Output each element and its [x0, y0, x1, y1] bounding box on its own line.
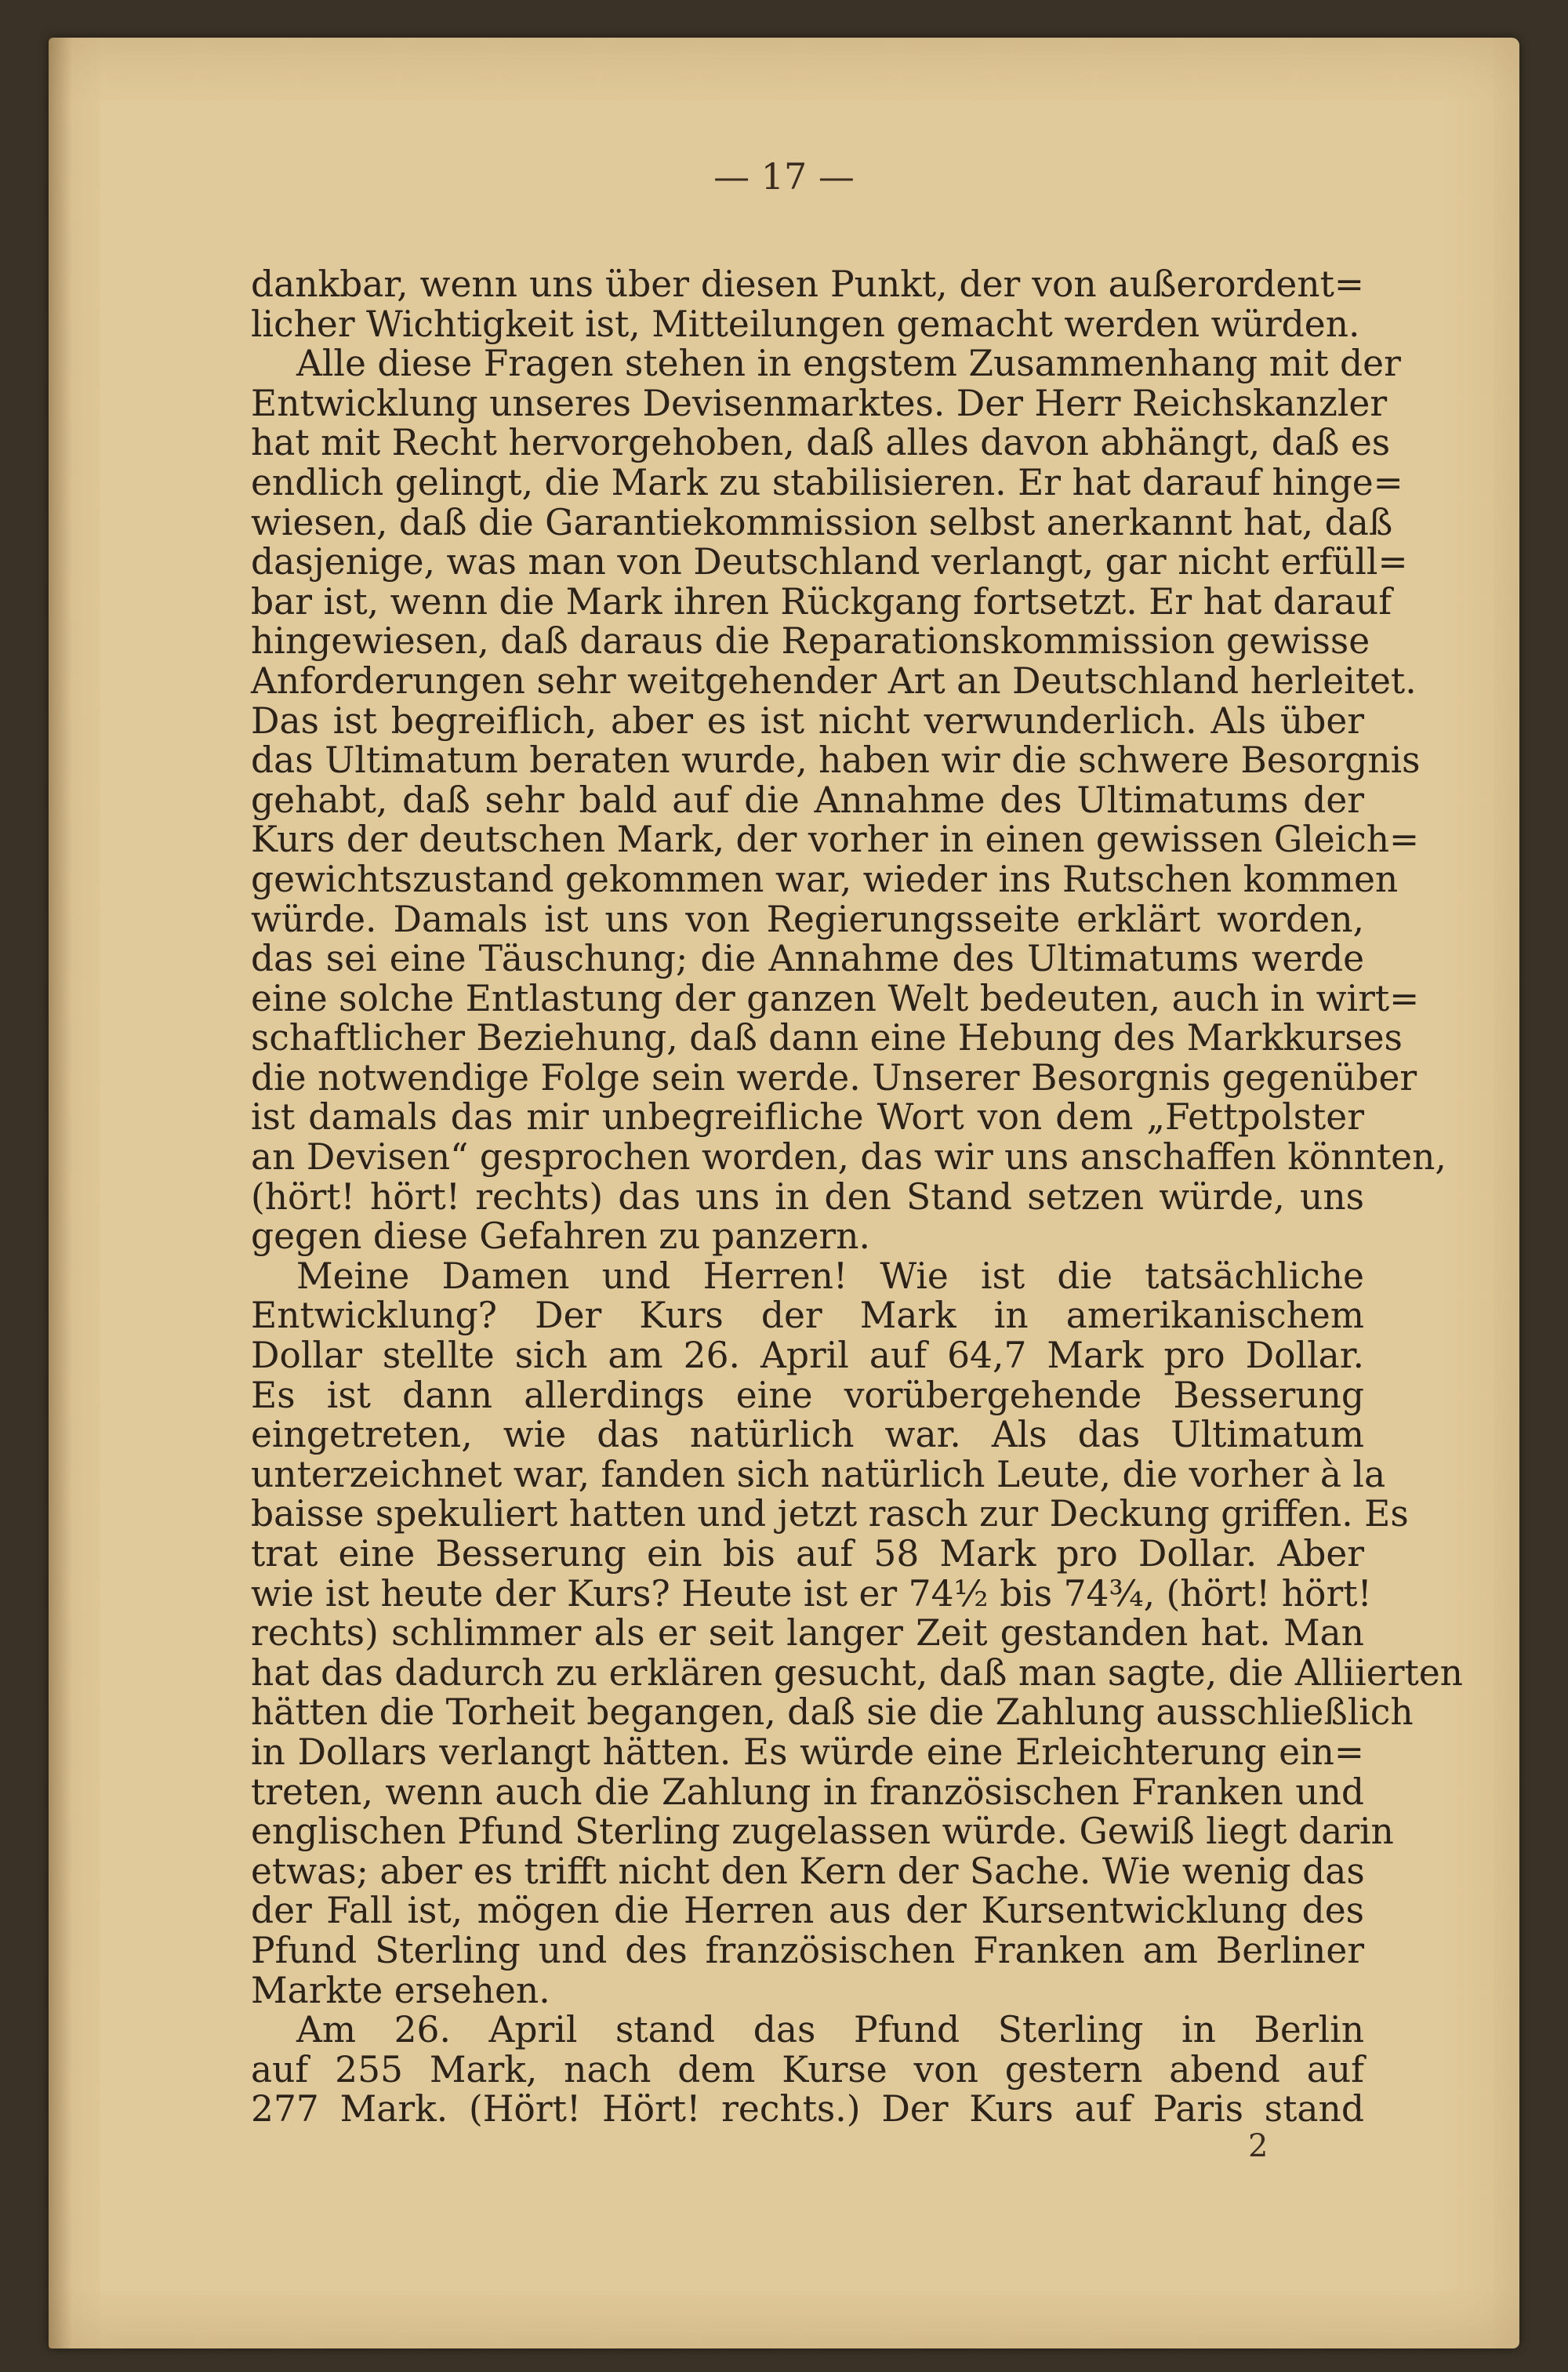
paragraph-2 [251, 343, 1446, 1258]
paragraph-1 [251, 265, 1364, 344]
text-line: Markte ersehen. [251, 1969, 550, 2011]
text-line: würde. Damals ist uns von Regierungsseite erklärt worden, [251, 898, 1364, 940]
text-line: Kurs der deutschen Mark, der vorher in einen gewissen Gleich= [251, 819, 1420, 861]
text-line: englischen Pfund Sterling zugelassen würde. Gewiß liegt darin [251, 1811, 1394, 1853]
text-line: Entwicklung? Der Kurs der Mark in amerikanischem [251, 1295, 1364, 1337]
text-line: 277 Mark. (Hört! Hört! rechts.) Der Kurs auf Paris stand [251, 2088, 1364, 2130]
paragraph-4 [251, 2011, 1364, 2130]
text-line: licher Wichtigkeit ist, Mitteilungen gemacht werden würden. [251, 303, 1360, 345]
text-line: (hört! hört! rechts) das uns in den Stand setzen würde, uns [251, 1175, 1364, 1218]
text-line: eine solche Entlastung der ganzen Welt bedeuten, auch in wirt= [251, 977, 1420, 1019]
text-line: das Ultimatum beraten wurde, haben wir die schwere Besorgnis [251, 739, 1421, 782]
text-line: treten, wenn auch die Zahlung in französischen Franken und [251, 1771, 1364, 1813]
text-line: schaftlicher Beziehung, daß dann eine Hebung des Markkurses [251, 1017, 1403, 1059]
text-line: hat das dadurch zu erklären gesucht, daß man sagte, die Alliierten [251, 1651, 1463, 1694]
text-line: rechts) schlimmer als er seit langer Zeit gestanden hat. Man [251, 1612, 1364, 1655]
text-line: unterzeichnet war, fanden sich natürlich Leute, die vorher à la [251, 1453, 1386, 1495]
paragraph-3 [251, 1255, 1463, 2011]
text-line: Dollar stellte sich am 26. April auf 64,7 Mark pro Dollar. [251, 1335, 1364, 1377]
text-line: auf 255 Mark, nach dem Kurse von gestern abend auf [251, 2048, 1364, 2090]
text-line: die notwendige Folge sein werde. Unserer Besorgnis gegenüber [251, 1056, 1417, 1099]
text-line: hätten die Torheit begangen, daß sie die Zahlung ausschließlich [251, 1691, 1414, 1734]
text-line: Das ist begreiflich, aber es ist nicht verwunderlich. Als über [251, 699, 1364, 742]
text-line: Alle diese Fragen stehen in engstem Zusammenhang mit der [296, 343, 1401, 385]
body-text [251, 263, 1463, 2130]
text-line: Am 26. April stand das Pfund Sterling in Berlin [296, 2009, 1364, 2051]
text-line: Es ist dann allerdings eine vorübergehende Besserung [251, 1374, 1364, 1416]
text-line: wie ist heute der Kurs? Heute ist er 74½ bis 74¾, (hört! hört! [251, 1572, 1372, 1615]
text-line: baisse spekuliert hatten und jetzt rasch zur Deckung griffen. Es [251, 1493, 1409, 1535]
text-line: Entwicklung unseres Devisenmarktes. Der Herr Reichskanzler [251, 382, 1388, 424]
text-line: dasjenige, was man von Deutschland verlangt, gar nicht erfüll= [251, 541, 1408, 583]
text-line: das sei eine Täuschung; die Annahme des Ultimatums werde [251, 938, 1364, 980]
text-line: endlich gelingt, die Mark zu stabilisieren. Er hat darauf hinge= [251, 461, 1403, 503]
text-line: wiesen, daß die Garantiekommission selbst anerkannt hat, daß [251, 501, 1393, 543]
text-line: hingewiesen, daß daraus die Reparationskommission gewisse [251, 620, 1370, 663]
text-line: gehabt, daß sehr bald auf die Annahme des Ultimatums der [251, 779, 1364, 821]
text-line: etwas; aber es trifft nicht den Kern der Sache. Wie wenig das [251, 1850, 1365, 1892]
text-line: eingetreten, wie das natürlich war. Als das Ultimatum [251, 1414, 1364, 1456]
text-line: dankbar, wenn uns über diesen Punkt, der von außerordent= [251, 263, 1364, 305]
text-line: in Dollars verlangt hätten. Es würde eine Erleichterung ein= [251, 1731, 1364, 1773]
text-line: hat mit Recht hervorgehoben, daß alles davon abhängt, daß es [251, 422, 1391, 464]
text-line: gewichtszustand gekommen war, wieder ins Rutschen kommen [251, 858, 1399, 900]
text-line: trat eine Besserung ein bis auf 58 Mark pro Dollar. Aber [251, 1533, 1364, 1575]
page-number: — 17 — [713, 155, 855, 198]
text-line: an Devisen“ gesprochen worden, das wir uns anschaffen könnten, [251, 1136, 1446, 1179]
text-line: Pfund Sterling und des französischen Franken am Berliner [251, 1929, 1364, 1971]
page-spine-shadow [49, 38, 72, 2348]
text-line: gegen diese Gefahren zu panzern. [251, 1215, 870, 1258]
text-line: bar ist, wenn die Mark ihren Rückgang fortsetzt. Er hat darauf [251, 580, 1392, 623]
text-line: ist damals das mir unbegreifliche Wort von dem „Fettpolster [251, 1096, 1364, 1139]
text-line: Meine Damen und Herren! Wie ist die tatsächliche [296, 1255, 1364, 1297]
text-line: Anforderungen sehr weitgehender Art an Deutschland herleitet. [251, 659, 1417, 702]
signature-mark: 2 [1248, 2128, 1269, 2164]
text-line: der Fall ist, mögen die Herren aus der Kursentwicklung des [251, 1890, 1364, 1932]
book-page [49, 38, 1519, 2348]
